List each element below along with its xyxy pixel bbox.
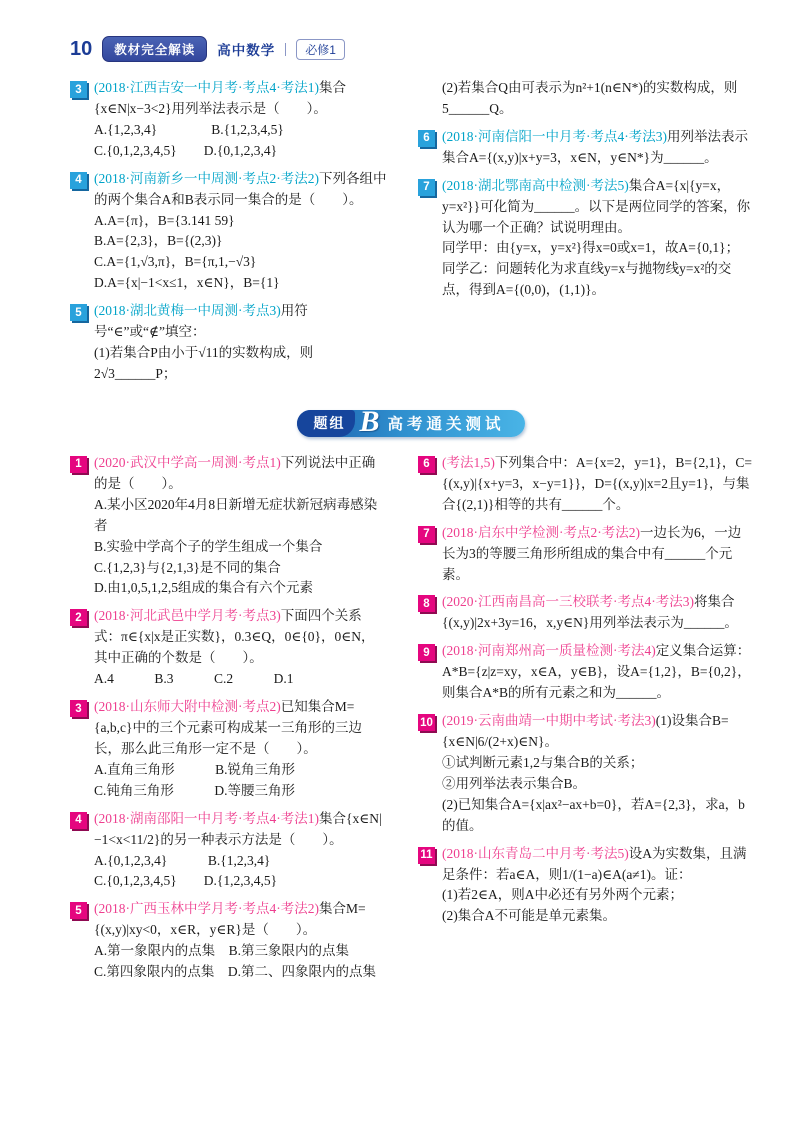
page-header bbox=[70, 36, 345, 62]
question-a6 bbox=[418, 127, 752, 169]
sub-question-line: (2)集合A不可能是单元素集。 bbox=[442, 908, 616, 924]
option-line: A.第一象限内的点集 B.第三象限内的点集 bbox=[94, 943, 350, 959]
question-a5-continuation: (2)若集合Q由可表示为n²+1(n∈N*)的实数构成，则5______Q。 bbox=[442, 80, 738, 116]
question-body bbox=[442, 523, 752, 586]
sub-question-line: ②用列举法表示集合B。 bbox=[442, 775, 587, 791]
question-source: (2019·云南曲靖一中期中考试·考法3) bbox=[442, 713, 656, 729]
option-line: C.{0,1,2,3,4,5} D.{1,2,3,4,5} bbox=[94, 873, 278, 889]
question-stem: 集合M={(x,y)|xy<0，x∈R，y∈R}是（ ）。 bbox=[94, 901, 366, 938]
question-a4 bbox=[70, 169, 388, 295]
question-body bbox=[442, 641, 752, 704]
question-source: (2018·河北武邑中学月考·考点3) bbox=[94, 608, 281, 624]
question-stem: (1)设集合B={x∈N|6/(2+x)∈N}。 bbox=[442, 713, 729, 749]
question-source: (2018·广西玉林中学月考·考点4·考法2) bbox=[94, 901, 319, 917]
section-b bbox=[70, 453, 752, 990]
question-body bbox=[94, 606, 388, 690]
option-line: A.{0,1,2,3,4} B.{1,2,3,4} bbox=[94, 852, 271, 868]
question-b7 bbox=[418, 523, 752, 586]
question-number: 1 bbox=[70, 456, 87, 473]
question-number: 4 bbox=[70, 812, 87, 829]
question-b5 bbox=[70, 899, 388, 983]
option-line: C.钝角三角形 D.等腰三角形 bbox=[94, 782, 296, 798]
question-body bbox=[94, 301, 388, 385]
exam-banner bbox=[297, 404, 524, 438]
question-stem: 集合{x∈N|x−3<2}用列举法表示是（ ）。 bbox=[94, 80, 346, 116]
question-body bbox=[442, 711, 752, 837]
sub-question-line: (2)已知集合A={x|ax²−ax+b=0}，若A={2,3}，求a，b的值。 bbox=[442, 796, 745, 833]
banner-title: 高考通关测试 bbox=[387, 416, 505, 434]
section-a bbox=[70, 78, 752, 392]
brand-badge: 教材完全解读 bbox=[102, 36, 207, 62]
question-a7 bbox=[418, 176, 752, 302]
question-source: (2018·河南郑州高一质量检测·考法4) bbox=[442, 643, 656, 659]
question-number: 6 bbox=[418, 130, 435, 147]
header-divider bbox=[285, 43, 286, 56]
question-stem: 用列举法表示集合A={(x,y)|x+y=3，x∈N，y∈N*}为______。 bbox=[442, 128, 748, 165]
question-body bbox=[94, 78, 388, 162]
banner-group-label: 题组 bbox=[297, 410, 355, 437]
question-body bbox=[442, 844, 752, 928]
question-source: (2018·江西吉安一中月考·考点4·考法1) bbox=[94, 80, 319, 95]
option-line: A.{1,2,3,4} B.{1,2,3,4,5} bbox=[94, 121, 284, 137]
section-a-left-column bbox=[70, 78, 388, 392]
question-b2 bbox=[70, 606, 388, 690]
page-number: 10 bbox=[70, 37, 93, 60]
question-b1 bbox=[70, 453, 388, 599]
question-b8 bbox=[418, 592, 752, 634]
question-stem: 将集合{(x,y)|2x+3y=16，x,y∈N}用列举法表示为______。 bbox=[442, 594, 738, 631]
question-body bbox=[442, 453, 752, 516]
sub-question-line: (1)若集合P由小于√11的实数构成，则2√3______P； bbox=[94, 345, 314, 381]
question-source: (2020·江西南昌高一三校联考·考点4·考法3) bbox=[442, 594, 694, 610]
banner-letter: B bbox=[359, 404, 380, 438]
question-source: (2018·启东中学检测·考点2·考法2) bbox=[442, 524, 640, 540]
question-number: 7 bbox=[418, 526, 435, 543]
question-number: 4 bbox=[70, 172, 87, 189]
question-a3 bbox=[70, 78, 388, 162]
question-stem: 一边长为6，一边长为3的等腰三角形所组成的集合中有______个元素。 bbox=[442, 524, 742, 582]
option-line: C.{0,1,2,3,4,5} D.{0,1,2,3,4} bbox=[94, 142, 278, 158]
option-line: C.第四象限内的点集 D.第二、四象限内的点集 bbox=[94, 964, 377, 980]
option-line: A.A={π}，B={3.141 59} bbox=[94, 212, 235, 228]
question-b3 bbox=[70, 697, 388, 802]
section-b-left-column bbox=[70, 453, 388, 990]
option-line: C.{1,2,3}与{2,1,3}是不同的集合 bbox=[94, 559, 281, 575]
question-stem: 集合A={x|{y=x，y=x²}}可化简为______。以下是两位同学的答案，你认为哪一个正确？试说明理由。 bbox=[442, 177, 751, 235]
question-source: (2018·湖南邵阳一中月考·考点4·考法1) bbox=[94, 810, 319, 826]
option-line: D.由1,0,5,1,2,5组成的集合有六个元素 bbox=[94, 580, 313, 596]
question-number: 11 bbox=[418, 847, 435, 864]
question-stem: 设A为实数集，且满足条件：若a∈A，则1/(1−a)∈A(a≠1)。证： bbox=[442, 845, 747, 882]
question-b10 bbox=[418, 711, 752, 837]
section-b-right-column bbox=[418, 453, 752, 990]
question-body bbox=[94, 169, 388, 295]
question-stem: 下列说法中正确的是（ ）。 bbox=[94, 454, 376, 491]
question-source: (2018·河南新乡一中周测·考点2·考法2) bbox=[94, 170, 319, 186]
subject-label: 高中数学 bbox=[217, 43, 276, 58]
option-line: B.实验中学高个子的学生组成一个集合 bbox=[94, 538, 323, 554]
question-number: 3 bbox=[70, 700, 87, 717]
question-body bbox=[94, 453, 388, 599]
option-line: B.A={2,3}，B={(2,3)} bbox=[94, 233, 223, 249]
question-number: 6 bbox=[418, 456, 435, 473]
option-line: A.4 B.3 C.2 D.1 bbox=[94, 671, 294, 687]
question-number: 10 bbox=[418, 714, 435, 731]
option-line: D.A={x|−1<x≤1，x∈N}，B={1} bbox=[94, 275, 280, 291]
question-body bbox=[94, 809, 388, 893]
question-stem: 下列各组中的两个集合A和B表示同一集合的是（ ）。 bbox=[94, 170, 387, 207]
question-number: 5 bbox=[70, 304, 87, 321]
question-stem: 集合{x∈N|−1<x<11/2}的另一种表示方法是（ ）。 bbox=[94, 810, 382, 847]
question-stem: 已知集合M={a,b,c}中的三个元素可构成某一三角形的三边长，那么此三角形一定不是（ ）。 bbox=[94, 699, 362, 756]
question-body bbox=[442, 592, 752, 634]
question-number: 9 bbox=[418, 644, 435, 661]
page-content bbox=[70, 78, 752, 990]
question-number: 8 bbox=[418, 595, 435, 612]
question-number: 7 bbox=[418, 179, 435, 196]
section-banner bbox=[70, 404, 752, 438]
question-number: 2 bbox=[70, 609, 87, 626]
question-source: (2018·湖北黄梅一中周测·考点3) bbox=[94, 303, 281, 319]
student-answer-line: 同学甲：由{y=x，y=x²}得x=0或x=1，故A={0,1}； bbox=[442, 240, 740, 256]
question-b4 bbox=[70, 809, 388, 893]
section-a-right-column bbox=[418, 78, 752, 392]
question-stem: 下面四个关系式：π∈{x|x是正实数}，0.3∈Q，0∈{0}，0∈N，其中正确的个数是（ ）。 bbox=[94, 608, 375, 666]
sub-question-line: (1)若2∈A，则A中必还有另外两个元素； bbox=[442, 887, 683, 903]
question-body bbox=[94, 899, 388, 983]
question-stem: 定义集合运算：A*B={z|z=xy，x∈A，y∈B}，设A={1,2}，B={0,2}，则集合A*B的所有元素之和为______。 bbox=[442, 643, 751, 701]
question-source: (2018·湖北鄂南高中检测·考法5) bbox=[442, 177, 629, 193]
sub-question-line: ①试判断元素1,2与集合B的关系； bbox=[442, 754, 644, 770]
question-stem: 用符号“∈”或“∉”填空： bbox=[94, 303, 308, 340]
question-a5 bbox=[70, 301, 388, 385]
question-number: 5 bbox=[70, 902, 87, 919]
option-line: A.直角三角形 B.锐角三角形 bbox=[94, 761, 296, 777]
question-number: 3 bbox=[70, 81, 87, 98]
question-source: (2018·山东青岛二中月考·考法5) bbox=[442, 845, 629, 861]
question-b11 bbox=[418, 844, 752, 928]
question-stem: 下列集合中：A={x=2，y=1}，B={2,1}，C={(x,y)|{x+y=3，x−y=1}}，D={(x,y)|x=2且y=1}，与集合{(2,1)}相等的共有______个。 bbox=[442, 454, 752, 512]
question-b9 bbox=[418, 641, 752, 704]
option-line: C.A={1,√3,π}，B={π,1,−√3} bbox=[94, 254, 257, 270]
module-badge: 必修1 bbox=[296, 39, 345, 60]
question-source: (2018·河南信阳一中月考·考点4·考法3) bbox=[442, 128, 667, 144]
question-body bbox=[442, 176, 752, 302]
question-source: (2018·山东师大附中检测·考点2) bbox=[94, 699, 281, 715]
student-answer-line: 同学乙：问题转化为求直线y=x与抛物线y=x²的交点，得到A={(0,0)，(1,1)}。 bbox=[442, 261, 732, 298]
question-body bbox=[94, 697, 388, 802]
question-body bbox=[442, 127, 752, 169]
question-b6 bbox=[418, 453, 752, 516]
option-line: A.某小区2020年4月8日新增无症状新冠病毒感染者 bbox=[94, 496, 378, 533]
question-source: (考法1,5) bbox=[442, 454, 495, 470]
question-source: (2020·武汉中学高一周测·考点1) bbox=[94, 454, 281, 470]
